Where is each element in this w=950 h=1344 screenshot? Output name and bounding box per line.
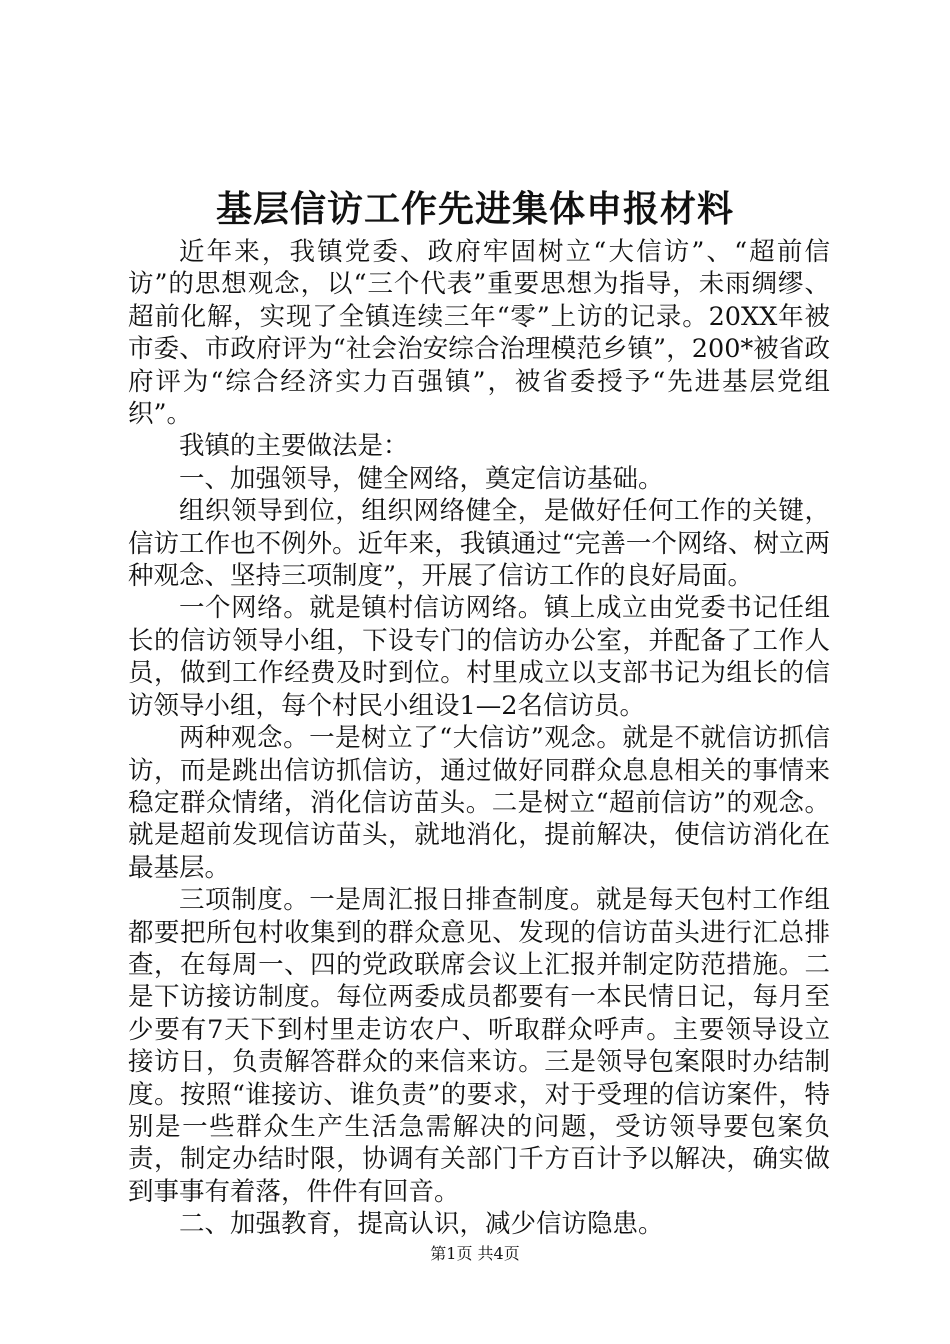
paragraph-one-network: 一个网络。就是镇村信访网络。镇上成立由党委书记任组长的信访领导小组，下设专门的信访办公室，并配备了工作人员，做到工作经费及时到位。村里成立以支部书记为组长的信访领导小组，每个村民小组设1—2名信访员。 <box>128 593 830 721</box>
page-number-footer: 第1页 共4页 <box>430 1244 520 1263</box>
paragraph-intro: 近年来，我镇党委、政府牢固树立“大信访”、“超前信访”的思想观念，以“三个代表”重要思想为指导，未雨绸缪、超前化解，实现了全镇连续三年“零”上访的记录。20XX年被市委、市政府评为“社会治安综合治理模范乡镇”，200*被省政府评为“综合经济实力百强镇”，被省委授予“先进基层党组织”。 <box>128 237 830 430</box>
paragraph-organization: 组织领导到位，组织网络健全，是做好任何工作的关键，信访工作也不例外。近年来，我镇通过“完善一个网络、树立两种观念、坚持三项制度”，开展了信访工作的良好局面。 <box>128 496 830 592</box>
section-heading-2: 二、加强教育，提高认识，减少信访隐患。 <box>179 1209 664 1240</box>
paragraph-two-concepts: 两种观念。一是树立了“大信访”观念。就是不就信访抓信访，而是跳出信访抓信访，通过做好同群众息息相关的事情来稳定群众情绪，消化信访苗头。二是树立“超前信访”的观念。就是超前发现信访苗头，就地消化，提前解决，使信访消化在最基层。 <box>128 723 830 883</box>
section-heading-1: 一、加强领导，健全网络，奠定信访基础。 <box>179 463 664 494</box>
document-title: 基层信访工作先进集体申报材料 <box>215 188 734 230</box>
paragraph-main-methods: 我镇的主要做法是： <box>179 431 409 462</box>
document-body <box>128 236 830 1241</box>
paragraph-three-systems: 三项制度。一是周汇报日排查制度。就是每天包村工作组都要把所包村收集到的群众意见、发现的信访苗头进行汇总排查，在每周一、四的党政联席会议上汇报并制定防范措施。二是下访接访制度。每位两委成员都要有一本民情日记，每月至少要有7天下到村里走访农户、听取群众呼声。主要领导设立接访日，负责解答群众的来信来访。三是领导包案限时办结制度。按照“谁接访、谁负责”的要求，对于受理的信访案件，特别是一些群众生产生活急需解决的问题，受访领导要包案负责，制定办结时限，协调有关部门千方百计予以解决，确实做到事事有着落，件件有回音。 <box>128 885 830 1207</box>
